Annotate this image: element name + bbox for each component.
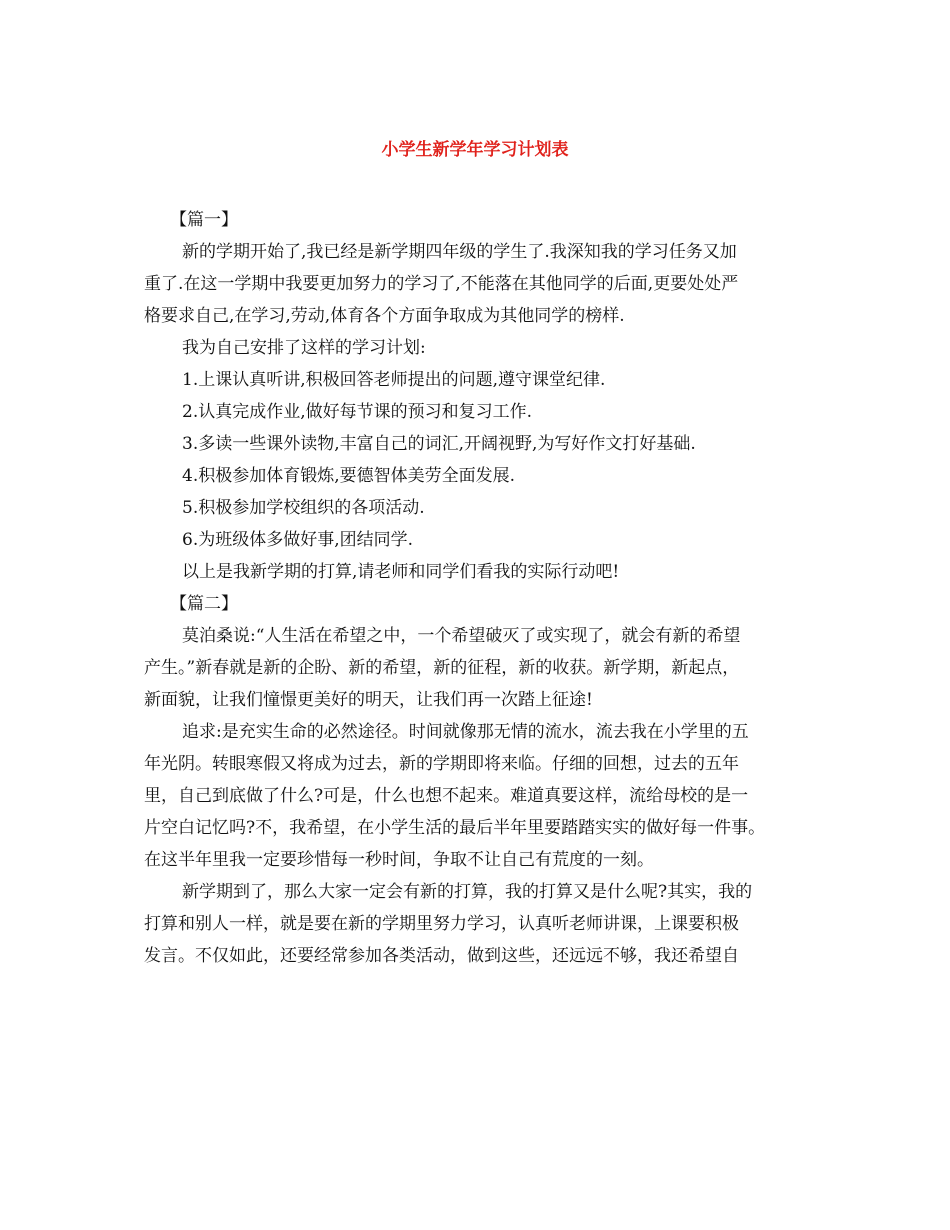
text-line: 5.积极参加学校组织的各项活动. <box>182 498 425 518</box>
text-line: 莫泊桑说:“人生活在希望之中，一个希望破灭了或实现了，就会有新的希望 <box>182 626 741 646</box>
text-line: 里，自己到底做了什么?可是，什么也想不起来。难道真要这样，流给母校的是一 <box>144 786 749 806</box>
text-line: 以上是我新学期的打算,请老师和同学们看我的实际行动吧! <box>182 562 620 582</box>
text-line: 重了.在这一学期中我要更加努力的学习了,不能落在其他同学的后面,更要处处严 <box>144 274 739 294</box>
text-line: 6.为班级体多做好事,团结同学. <box>182 530 414 550</box>
text-line: 1.上课认真听讲,积极回答老师提出的问题,遵守课堂纪律. <box>182 370 606 390</box>
document-body <box>144 204 814 972</box>
text-line: 年光阴。转眼寒假又将成为过去，新的学期即将来临。仔细的回想，过去的五年 <box>144 754 739 774</box>
text-line: 4.积极参加体育锻炼,要德智体美劳全面发展. <box>182 466 516 486</box>
document-title: 小学生新学年学习计划表 <box>381 140 569 160</box>
text-line: 新学期到了，那么大家一定会有新的打算，我的打算又是什么呢?其实，我的 <box>182 882 753 902</box>
text-line: 新面貌，让我们憧憬更美好的明天，让我们再一次踏上征途! <box>144 690 593 710</box>
text-line: 片空白记忆吗?不，我希望，在小学生活的最后半年里要踏踏实实的做好每一件事。 <box>144 818 766 838</box>
text-line: 格要求自己,在学习,劳动,体育各个方面争取成为其他同学的榜样. <box>144 306 625 326</box>
text-line: 2.认真完成作业,做好每节课的预习和复习工作. <box>182 402 533 422</box>
section-heading: 【篇二】 <box>170 594 238 614</box>
text-line: 在这半年里我一定要珍惜每一秒时间，争取不让自己有荒度的一刻。 <box>144 850 654 870</box>
text-line: 我为自己安排了这样的学习计划: <box>182 338 426 358</box>
text-line: 新的学期开始了,我已经是新学期四年级的学生了.我深知我的学习任务又加 <box>182 242 737 262</box>
section-heading: 【篇一】 <box>170 210 238 230</box>
text-line: 产生。”新春就是新的企盼、新的希望，新的征程，新的收获。新学期，新起点， <box>144 658 740 678</box>
text-line: 追求:是充实生命的必然途径。时间就像那无情的流水，流去我在小学里的五 <box>182 722 749 742</box>
text-line: 发言。不仅如此，还要经常参加各类活动，做到这些，还远远不够，我还希望自 <box>144 946 739 966</box>
text-line: 打算和别人一样，就是要在新的学期里努力学习，认真听老师讲课，上课要积极 <box>144 914 739 934</box>
text-line: 3.多读一些课外读物,丰富自己的词汇,开阔视野,为写好作文打好基础. <box>182 434 696 454</box>
